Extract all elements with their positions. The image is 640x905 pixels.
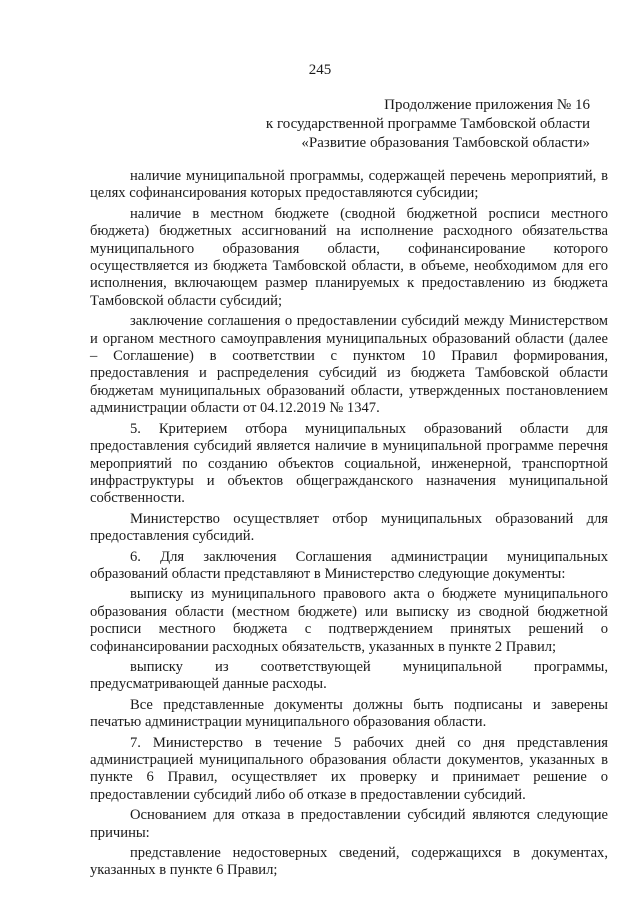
paragraph: представление недостоверных сведений, содержащихся в документах, указанных в пункте 6 Правил; xyxy=(90,845,608,879)
appendix-header-line-2: к государственной программе Тамбовской области xyxy=(265,116,590,132)
paragraph: Все представленные документы должны быть подписаны и заверены печатью администрации муниципального образования области. xyxy=(90,696,608,731)
paragraph: Министерство осуществляет отбор муниципальных образований для предоставления субсидий. xyxy=(90,510,608,545)
paragraph: наличие в местном бюджете (сводной бюджетной росписи местного бюджета) бюджетных ассигнований на исполнение расходного обязательства муниципального образования области, софинансирование которого осуществляется из бюджета Тамбовской области, в объеме, необходимом для его исполнения, включающем размер планируемых к предоставлению из бюджета Тамбовской области субсидий; xyxy=(90,205,608,309)
paragraph: выписку из соответствующей муниципальной программы, предусматривающей данные расходы. xyxy=(90,658,608,693)
appendix-header-line-3: «Развитие образования Тамбовской области» xyxy=(301,135,590,151)
paragraph: 5. Критерием отбора муниципальных образований области для предоставления субсидий является наличие в муниципальной программе перечня мероприятий по созданию объектов социальной, инженерной, транспортной инфраструктуры и объектов общегражданского назначения муниципальной собственности. xyxy=(90,420,608,507)
appendix-header xyxy=(230,96,590,153)
paragraph: 6. Для заключения Соглашения администрации муниципальных образований области представляют в Министерство следующие документы: xyxy=(90,548,608,582)
paragraph: выписку из муниципального правового акта о бюджете муниципального образования области (местном бюджете) или выписку из сводной бюджетной росписи местного бюджета с подтверждением принятых решений о софинансировании расходных обязательств, указанных в пункте 2 Правил; xyxy=(90,586,608,655)
page-number: 245 xyxy=(308,62,332,78)
paragraph: Основанием для отказа в предоставлении субсидий являются следующие причины: xyxy=(90,807,608,841)
paragraph: наличие муниципальной программы, содержащей перечень мероприятий, в целях софинансирования которых предоставляются субсидии; xyxy=(90,168,608,202)
appendix-header-line-1: Продолжение приложения № 16 xyxy=(384,97,590,113)
document-body xyxy=(90,168,608,883)
paragraph: заключение соглашения о предоставлении субсидий между Министерством и органом местного самоуправления муниципальных образований области (далее – Соглашение) в соответствии с пунктом 10 Правил формирования, предоставления и распределения субсидий из бюджета Тамбовской области бюджетам муниципальных образований области, утвержденных постановлением администрации области от 04.12.2019 № 1347. xyxy=(90,313,608,417)
paragraph: 7. Министерство в течение 5 рабочих дней со дня представления администрацией муниципального образования области документов, указанных в пункте 6 Правил, осуществляет их проверку и принимает решение о предоставлении субсидий либо об отказе в предоставлении субсидий. xyxy=(90,734,608,803)
